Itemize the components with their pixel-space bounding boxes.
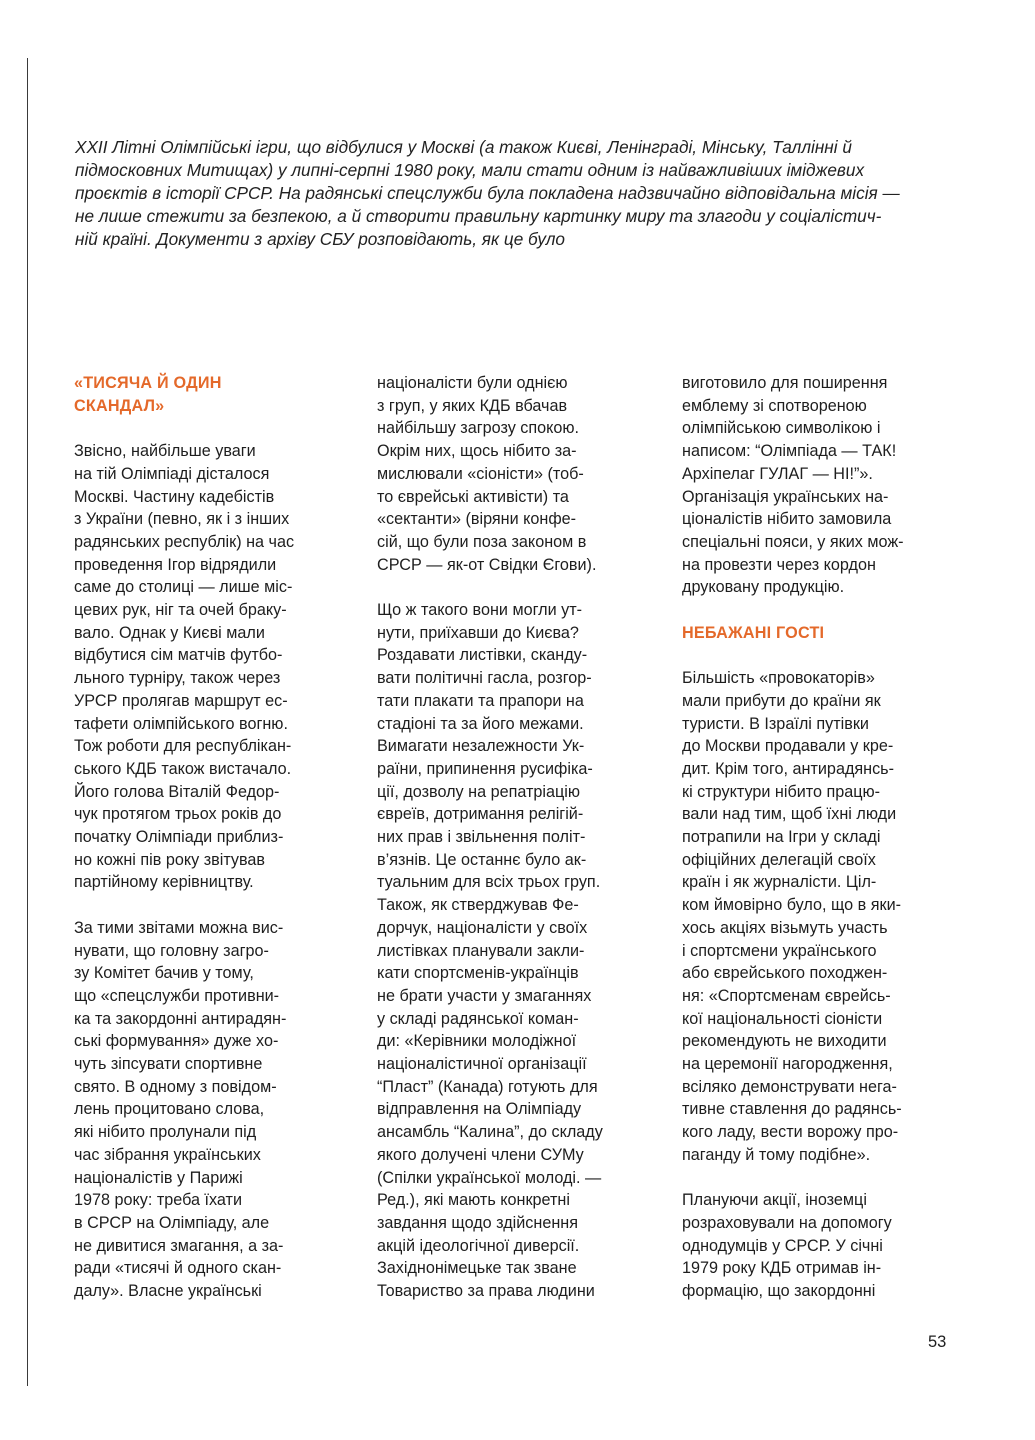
text-line: рекомендують не виходити [682, 1032, 887, 1051]
column-1 [74, 372, 324, 1325]
text-line: Москві. Частину кадебістів [74, 487, 275, 506]
text-line: однодумців у СРСР. У січні [682, 1236, 883, 1255]
text-line: Товариство за права людини [377, 1282, 595, 1301]
text-line: на тій Олімпіаді дісталося [74, 464, 270, 483]
text-line: XXII Літні Олімпійські ігри, що відбулися у Москві (а також Києві, Ленінграді, Мінську, Таллінні й [75, 137, 852, 157]
text-line: Тож роботи для республікан- [74, 737, 292, 756]
text-line: з України (певно, як і з інших [74, 510, 290, 529]
text-line: до Москви продавали у кре- [682, 737, 894, 756]
text-line: тивне ставлення до радянсь- [682, 1100, 902, 1119]
text-line: Ред.), які мають конкретні [377, 1191, 570, 1210]
text-line: ня: «Спортсменам єврейсь- [682, 986, 891, 1005]
text-line: вати політичні гасла, розгор- [377, 669, 592, 688]
page-edge-rule [27, 58, 28, 1386]
text-line: націоналісти були однією [377, 374, 568, 392]
text-line: проведення Ігор відрядили [74, 555, 277, 574]
text-line: далу». Власне українські [74, 1282, 262, 1301]
text-line: (Спілки української молоді. — [377, 1168, 602, 1187]
col2-paragraph-1 [377, 372, 627, 576]
text-line: проєктів в історії СРСР. На радянські спецслужби була покладена надзвичайно відповідальна місія — [75, 183, 900, 203]
text-line: ди: «Керівники молодіжної [377, 1032, 577, 1051]
text-line: “Пласт” (Канада) готують для [377, 1077, 598, 1096]
text-line: не лише стежити за безпекою, а й створити правильну картинку миру та злагоди у соціалістич- [75, 206, 882, 226]
text-line: євреїв, дотримання релігій- [377, 805, 584, 824]
text-line: стадіоні та за його межами. [377, 714, 584, 733]
text-line: вали над тим, щоб їхні люди [682, 805, 897, 824]
text-line: Також, як стверджував Фе- [377, 896, 579, 915]
text-line: олімпійською символікою і [682, 419, 881, 438]
text-line: партійному керівництву. [74, 873, 254, 892]
text-line: кати спортсменів-українців [377, 964, 579, 983]
text-line: За тими звітами можна вис- [74, 918, 284, 937]
text-line: листівках планували закли- [377, 941, 585, 960]
text-line: УРСР пролягав маршрут ес- [74, 691, 288, 710]
text-line: якого долучені члени СУМу [377, 1145, 584, 1164]
col3-paragraph-3 [682, 1189, 932, 1303]
text-line: не дивитися змагання, а за- [74, 1236, 284, 1255]
text-line: не брати участи у змаганнях [377, 986, 592, 1005]
text-line: хось акціях візьмуть участь [682, 918, 888, 937]
col3-paragraph-1 [682, 372, 932, 599]
text-line: раїни, припинення русифіка- [377, 759, 593, 778]
text-line: ній країні. Документи з архіву СБУ розповідають, як це було [75, 229, 565, 249]
text-line: дорчук, націоналісти у своїх [377, 918, 588, 937]
text-line: тафети олімпійського вогню. [74, 714, 288, 733]
text-line: акцій ідеологічної диверсії. [377, 1236, 580, 1255]
text-line: цевих рук, ніг та очей браку- [74, 601, 287, 620]
column-3 [682, 372, 932, 1325]
text-line: розраховували на допомогу [682, 1213, 892, 1232]
col1-paragraph-1 [74, 440, 324, 894]
text-line: кі структури нібито працю- [682, 782, 881, 801]
text-line: кої національності сіоністи [682, 1009, 883, 1028]
text-line: ансамбль “Калина”, до складу [377, 1123, 603, 1142]
text-line: Організація українських на- [682, 487, 889, 506]
text-line: вало. Однак у Києві мали [74, 623, 265, 642]
text-line: Архіпелаг ГУЛАГ — НІ!”». [682, 464, 873, 483]
text-line: мали прибути до країни як [682, 691, 881, 710]
page-number: 53 [928, 1333, 947, 1351]
text-line: в СРСР на Олімпіаду, але [74, 1213, 270, 1232]
text-line: на церемонії нагородження, [682, 1055, 893, 1074]
text-line: виготовило для поширення [682, 374, 888, 392]
text-line: потрапили на Ігри у складі [682, 828, 881, 847]
text-line: то єврейські активісти) та [377, 487, 569, 506]
text-line: них прав і звільнення політ- [377, 828, 586, 847]
text-line: паганду й тому подібне». [682, 1145, 871, 1164]
text-line: емблему зі спотвореною [682, 396, 867, 415]
text-line: націоналістичної організації [377, 1055, 587, 1074]
text-line: початку Олімпіади приблиз- [74, 828, 284, 847]
text-line: написом: “Олімпіада — ТАК! [682, 442, 897, 461]
text-line: формацію, що закордонні [682, 1282, 876, 1301]
text-line: Вимагати незалежности Ук- [377, 737, 585, 756]
text-line: в’язнів. Це останнє було ак- [377, 850, 587, 869]
text-line: ради «тисячі й одного скан- [74, 1259, 282, 1278]
text-line: Плануючи акції, іноземці [682, 1191, 867, 1210]
text-line: чук протягом трьох років до [74, 805, 282, 824]
text-line: країн і як журналісти. Ціл- [682, 873, 877, 892]
text-line: на провезти через кордон [682, 555, 876, 574]
text-line: льного турніру, також через [74, 669, 281, 688]
text-line: у складі радянської коман- [377, 1009, 579, 1028]
text-line: чуть зіпсувати спортивне [74, 1055, 263, 1074]
text-line: Більшість «провокаторів» [682, 669, 875, 688]
text-line: що «спецслужби противни- [74, 986, 280, 1005]
text-line: підмосковних Митищах) у липні-серпні 1980 року, мали стати одним із найважливіших іміджевих [75, 160, 865, 180]
lead-paragraph [75, 136, 955, 251]
text-line: ком ймовірно було, що в яки- [682, 896, 901, 915]
text-line: Західнонімецьке так зване [377, 1259, 577, 1278]
text-line: відбутися сім матчів футбо- [74, 646, 283, 665]
text-line: або єврейського походжен- [682, 964, 888, 983]
text-line: кого ладу, вести ворожу про- [682, 1123, 899, 1142]
text-line: спеціальні пояси, у яких мож- [682, 532, 904, 551]
text-line: найбільшу загрозу спокою. [377, 419, 580, 438]
column-2 [377, 372, 627, 1326]
text-line: нувати, що головну загро- [74, 941, 269, 960]
text-line: які нібито пролунали під [74, 1123, 257, 1142]
text-line: всіляко демонструвати нега- [682, 1077, 897, 1096]
text-line: тати плакати та прапори на [377, 691, 584, 710]
text-line: сій, що були поза законом в [377, 532, 587, 551]
text-line: туальним для всіх трьох груп. [377, 873, 601, 892]
text-line: завдання щодо здійснення [377, 1214, 578, 1232]
text-line: Роздавати листівки, сканду- [377, 646, 588, 665]
text-line: ції, дозволу на репатріацію [377, 782, 581, 801]
text-line: саме до столиці — лише міс- [74, 578, 293, 597]
text-line: 1979 року КДБ отримав ін- [682, 1259, 882, 1278]
text-line: офіційних делегацій своїх [682, 850, 876, 869]
col3-paragraph-2 [682, 667, 932, 1166]
text-line: Його голова Віталій Федор- [74, 782, 280, 801]
text-line: «сектанти» (віряни конфе- [377, 510, 577, 529]
text-line: ціоналістів нібито замовила [682, 510, 892, 529]
text-line: но кожні пів року звітував [74, 850, 266, 869]
text-line: Окрім них, щось нібито за- [377, 442, 577, 461]
text-line: дит. Крім того, антирадянсь- [682, 759, 895, 778]
text-line: свято. В одному з повідом- [74, 1077, 277, 1096]
text-line: ка та закордонні антирадян- [74, 1009, 287, 1028]
text-line: радянських республік) на час [74, 532, 295, 551]
section-heading-unwanted-guests: НЕБАЖАНІ ГОСТІ [682, 623, 825, 642]
text-line: нути, приїхавши до Києва? [377, 623, 579, 642]
col2-paragraph-2 [377, 599, 627, 1303]
text-line: друковану продукцію. [682, 578, 845, 597]
col1-paragraph-2 [74, 917, 324, 1303]
text-line: ського КДБ також вистачало. [74, 759, 292, 778]
text-line: зу Комітет бачив у тому, [74, 964, 254, 983]
text-line: націоналістів у Парижі [74, 1168, 243, 1187]
text-line: і спортсмени українського [682, 941, 877, 960]
text-line: час зібрання українських [74, 1145, 261, 1164]
text-line: мислювали «сіоністи» (тоб- [377, 464, 584, 483]
text-line: лень процитовано слова, [74, 1100, 265, 1119]
text-line: туристи. В Ізраїлі путівки [682, 714, 869, 733]
text-line: Що ж такого вони могли ут- [377, 601, 583, 620]
text-line: 1978 року: треба їхати [74, 1191, 243, 1210]
text-line: відправлення на Олімпіаду [377, 1100, 582, 1119]
text-line: СРСР — як-от Свідки Єгови). [377, 555, 597, 574]
text-line: з груп, у яких КДБ вбачав [377, 396, 568, 415]
text-line: СКАНДАЛ» [74, 396, 165, 415]
text-line: ські формування» дуже хо- [74, 1032, 279, 1051]
text-line: «ТИСЯЧА Й ОДИН [74, 374, 222, 392]
text-line: Звісно, найбільше уваги [74, 442, 256, 461]
section-heading-scandal [74, 372, 324, 417]
